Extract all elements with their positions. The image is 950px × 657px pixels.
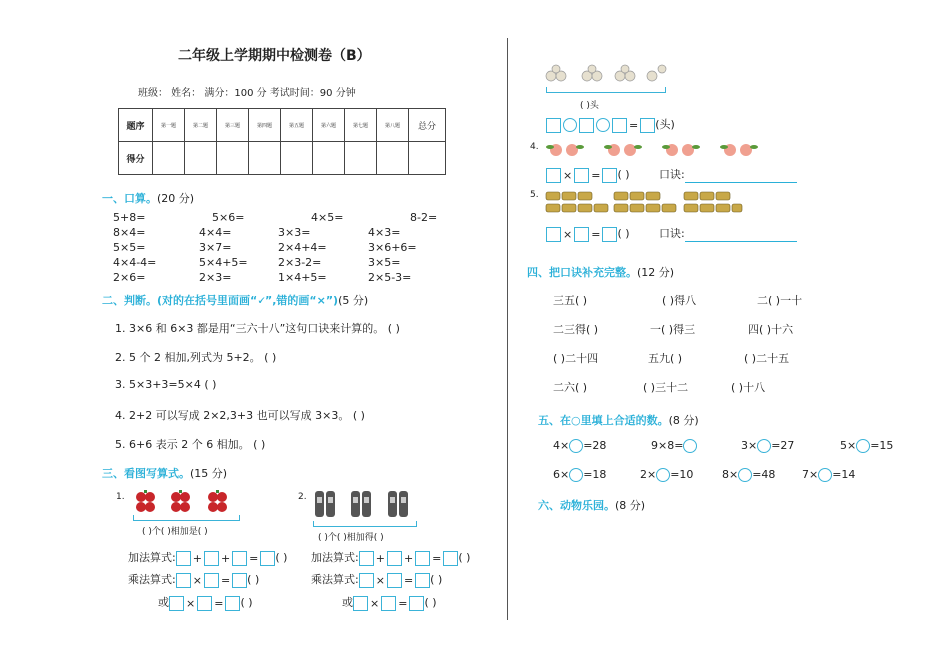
table-cell: 第四题 <box>249 109 281 142</box>
section-title-text: 四、把口诀补充完整。 <box>527 266 637 279</box>
koujue-item[interactable]: ( )二十四 <box>553 352 599 365</box>
unit-label: (头) <box>655 118 675 131</box>
brace-line <box>133 515 240 521</box>
q4-equation-row: × = ( ) 口诀: <box>546 166 797 183</box>
koujue-item[interactable]: 五九( ) <box>648 352 683 365</box>
answer-box[interactable] <box>415 573 430 588</box>
question-number: 4. <box>530 142 539 152</box>
mental-math-item[interactable]: 8×4= <box>113 226 146 239</box>
or-label: 或 <box>342 596 353 609</box>
section-5-title <box>538 412 699 428</box>
answer-box[interactable] <box>169 596 184 611</box>
addition-label: 加法算式: <box>128 551 176 564</box>
binocular-picture <box>313 489 418 525</box>
fill-circle-item <box>640 468 693 482</box>
section-title-text: 三、看图写算式。 <box>102 467 190 480</box>
equation-right: =48 <box>752 468 776 481</box>
mental-math-item[interactable]: 3×7= <box>199 241 232 254</box>
equation-right: =28 <box>583 439 607 452</box>
koujue-item[interactable]: ( )二十五 <box>744 352 790 365</box>
score-cell[interactable] <box>217 142 249 175</box>
mental-math-item[interactable]: 1×4+5= <box>278 271 327 284</box>
equation-left: 2× <box>640 468 657 481</box>
section-title-text: 六、动物乐园。 <box>538 499 615 512</box>
koujue-label: 口诀: <box>659 168 685 181</box>
koujue-blank[interactable] <box>685 231 797 242</box>
score-cell[interactable] <box>345 142 377 175</box>
answer-box[interactable] <box>204 573 219 588</box>
question-number: 5. <box>530 190 539 200</box>
koujue-item[interactable]: 四( )十六 <box>748 323 794 336</box>
judge-item-3[interactable]: 3. 5×3+3=5×4 ( ) <box>115 378 217 391</box>
section-title-text: ”,错的画“×”) <box>264 294 339 307</box>
score-cell[interactable] <box>313 142 345 175</box>
car-picture <box>544 188 744 222</box>
answer-box[interactable] <box>232 551 247 566</box>
q1-multiplication-row: 乘法算式: × = ( ) <box>128 573 260 587</box>
picture-caption: ( )个( )相加得( ) <box>318 533 384 543</box>
answer-circle[interactable] <box>569 468 583 482</box>
binoculars-icon <box>313 489 418 521</box>
question-number: 1. <box>116 492 125 502</box>
mental-math-item[interactable]: 5×5= <box>113 241 146 254</box>
equation-left: 9×8= <box>651 439 684 452</box>
unit-blank[interactable]: ( ) <box>430 573 443 586</box>
equation-left: 7× <box>802 468 819 481</box>
mental-math-item[interactable]: 4×4= <box>199 226 232 239</box>
section-1-title <box>102 190 194 206</box>
q2-multiplication-row: 乘法算式: × = ( ) <box>311 573 443 587</box>
table-cell: 第三题 <box>217 109 249 142</box>
koujue-item[interactable]: ( )十八 <box>731 381 766 394</box>
section-points: (8 分) <box>615 499 646 512</box>
check-mark-icon: 🗸 <box>257 294 265 307</box>
equation-left: 8× <box>722 468 739 481</box>
answer-box[interactable] <box>409 596 424 611</box>
mental-math-item[interactable]: 4×3= <box>368 226 401 239</box>
answer-box[interactable] <box>225 596 240 611</box>
fill-circle-item <box>722 468 775 482</box>
mental-math-item[interactable]: 2×6= <box>113 271 146 284</box>
koujue-item[interactable]: 二( )一十 <box>757 294 803 307</box>
equation-right: =18 <box>583 468 607 481</box>
answer-box[interactable] <box>640 118 655 133</box>
section-title-text: 五、在○里填上合适的数。 <box>538 414 669 427</box>
section-points: (8 分) <box>668 414 699 427</box>
section-4-title <box>527 264 674 280</box>
q1-addition-row: 加法算式: + + = ( ) <box>128 551 288 565</box>
koujue-item[interactable]: 一( )得三 <box>650 323 696 336</box>
unit-blank[interactable]: ( ) <box>617 227 630 240</box>
section-3-title <box>102 465 227 481</box>
answer-box[interactable] <box>546 227 561 242</box>
fill-circle-item <box>553 439 606 453</box>
answer-box[interactable] <box>574 168 589 183</box>
answer-box[interactable] <box>359 573 374 588</box>
koujue-item[interactable]: ( )三十二 <box>643 381 689 394</box>
answer-circle[interactable] <box>569 439 583 453</box>
table-cell: 第一题 <box>153 109 185 142</box>
q3-equation-row: = (头) <box>546 116 675 133</box>
answer-box[interactable] <box>353 596 368 611</box>
answer-box[interactable] <box>579 118 594 133</box>
mental-math-item[interactable]: 5×4+5= <box>199 256 248 269</box>
q2-addition-row: 加法算式: + + = ( ) <box>311 551 471 565</box>
mental-math-item[interactable]: 2×3-2= <box>278 256 322 269</box>
table-cell: 第五题 <box>281 109 313 142</box>
koujue-label: 口诀: <box>659 227 685 240</box>
mental-math-item[interactable]: 3×5= <box>368 256 401 269</box>
table-cell: 第二题 <box>185 109 217 142</box>
score-table-score-row <box>119 142 446 175</box>
score-cell[interactable] <box>185 142 217 175</box>
answer-circle[interactable] <box>757 439 771 453</box>
koujue-item[interactable]: 三五( ) <box>553 294 588 307</box>
score-cell[interactable] <box>281 142 313 175</box>
answer-box[interactable] <box>546 118 561 133</box>
answer-box[interactable] <box>612 118 627 133</box>
unit-blank[interactable]: ( ) <box>240 596 253 609</box>
question-number: 2. <box>298 492 307 502</box>
section-6-title <box>538 497 645 513</box>
equation-left: 5× <box>840 439 857 452</box>
section-points: (15 分) <box>190 467 228 480</box>
mental-math-item[interactable]: 2×5-3= <box>368 271 412 284</box>
table-cell: 题序 <box>119 109 153 142</box>
fill-circle-item <box>802 468 855 482</box>
judge-item-2[interactable]: 2. 5 个 2 相加,列式为 5+2。 ( ) <box>115 351 277 364</box>
mental-math-item[interactable]: 2×3= <box>199 271 232 284</box>
section-title-text: 二、判断。(对的在括号里面画“ <box>102 294 258 307</box>
unit-blank[interactable]: ( ) <box>458 551 471 564</box>
exam-info: 班级： 姓名： 满分：100 分 考试时间：90 分钟 <box>138 88 356 99</box>
equation-left: 3× <box>741 439 758 452</box>
mental-math-item[interactable]: 8-2= <box>410 211 438 224</box>
fill-circle-item <box>840 439 893 453</box>
garlic-icon <box>544 64 674 86</box>
unit-blank[interactable]: ( ) <box>247 573 260 586</box>
score-table <box>118 108 446 175</box>
answer-box[interactable] <box>415 551 430 566</box>
brace-line <box>546 87 666 93</box>
mental-math-item[interactable]: 5×6= <box>212 211 245 224</box>
koujue-item[interactable]: 二六( ) <box>553 381 588 394</box>
section-points: (12 分) <box>637 266 675 279</box>
section-title-text: 一、口算。 <box>102 192 157 205</box>
addition-label: 加法算式: <box>311 551 359 564</box>
answer-box[interactable] <box>176 573 191 588</box>
mental-math-item[interactable]: 5+8= <box>113 211 146 224</box>
equation-right: =15 <box>870 439 894 452</box>
mental-math-item[interactable]: 4×4-4= <box>113 256 157 269</box>
table-cell: 第八题 <box>377 109 409 142</box>
unit-blank[interactable]: ( ) <box>424 596 437 609</box>
judge-item-4[interactable]: 4. 2+2 可以写成 2×2,3+3 也可以写成 3×3。 ( ) <box>115 409 365 422</box>
mental-math-item[interactable]: 3×6+6= <box>368 241 417 254</box>
page-title: 二年级上学期期中检测卷（B） <box>178 48 371 64</box>
cars-icon <box>544 188 744 218</box>
table-cell: 第六题 <box>313 109 345 142</box>
mental-math-item[interactable]: 2×4+4= <box>278 241 327 254</box>
mental-math-item[interactable]: 3×3= <box>278 226 311 239</box>
peaches-icon <box>544 138 769 160</box>
fill-circle-item <box>553 468 606 482</box>
unit-blank[interactable]: ( ) <box>617 168 630 181</box>
answer-box[interactable] <box>602 168 617 183</box>
answer-box[interactable] <box>574 227 589 242</box>
equation-right: =14 <box>832 468 856 481</box>
table-cell: 总分 <box>409 109 446 142</box>
equation-left: 4× <box>553 439 570 452</box>
section-points: (20 分) <box>157 192 195 205</box>
picture-caption: ( )头 <box>580 101 599 111</box>
answer-circle[interactable] <box>563 118 577 132</box>
multiplication-label: 乘法算式: <box>128 573 176 586</box>
answer-box[interactable] <box>546 168 561 183</box>
unit-blank[interactable]: ( ) <box>275 551 288 564</box>
table-cell: 得分 <box>119 142 153 175</box>
score-table-header-row <box>119 109 446 142</box>
equation-right: =10 <box>670 468 694 481</box>
answer-circle[interactable] <box>683 439 697 453</box>
score-cell[interactable] <box>409 142 446 175</box>
q1-or-row: 或 × = ( ) <box>158 596 253 610</box>
table-cell: 第七题 <box>345 109 377 142</box>
answer-circle[interactable] <box>656 468 670 482</box>
section-points: (5 分) <box>338 294 369 307</box>
answer-circle[interactable] <box>818 468 832 482</box>
or-label: 或 <box>158 596 169 609</box>
answer-box[interactable] <box>602 227 617 242</box>
answer-box[interactable] <box>260 551 275 566</box>
answer-box[interactable] <box>176 551 191 566</box>
section-2-title <box>102 292 368 308</box>
answer-circle[interactable] <box>856 439 870 453</box>
column-divider <box>507 38 508 620</box>
koujue-blank[interactable] <box>685 172 797 183</box>
fill-circle-item <box>651 439 697 453</box>
answer-box[interactable] <box>387 573 402 588</box>
peach-picture <box>544 138 769 164</box>
score-cell[interactable] <box>249 142 281 175</box>
q5-equation-row: × = ( ) 口诀: <box>546 225 797 242</box>
judge-item-1[interactable]: 1. 3×6 和 6×3 都是用“三六十八”这句口诀来计算的。 ( ) <box>115 322 400 335</box>
fill-circle-item <box>741 439 794 453</box>
answer-circle[interactable] <box>738 468 752 482</box>
multiplication-label: 乘法算式: <box>311 573 359 586</box>
answer-box[interactable] <box>443 551 458 566</box>
answer-circle[interactable] <box>596 118 610 132</box>
answer-box[interactable] <box>197 596 212 611</box>
equation-left: 6× <box>553 468 570 481</box>
koujue-item[interactable]: 二三得( ) <box>553 323 599 336</box>
equation-right: =27 <box>771 439 795 452</box>
answer-box[interactable] <box>359 551 374 566</box>
judge-item-5[interactable]: 5. 6+6 表示 2 个 6 相加。 ( ) <box>115 438 266 451</box>
score-cell[interactable] <box>153 142 185 175</box>
answer-box[interactable] <box>204 551 219 566</box>
answer-box[interactable] <box>381 596 396 611</box>
picture-caption: ( )个( )相加是( ) <box>142 527 208 537</box>
q2-or-row: 或 × = ( ) <box>342 596 437 610</box>
answer-box[interactable] <box>387 551 402 566</box>
score-cell[interactable] <box>377 142 409 175</box>
mental-math-item[interactable]: 4×5= <box>311 211 344 224</box>
brace-line <box>313 521 417 527</box>
answer-box[interactable] <box>232 573 247 588</box>
koujue-item[interactable]: ( )得八 <box>662 294 697 307</box>
